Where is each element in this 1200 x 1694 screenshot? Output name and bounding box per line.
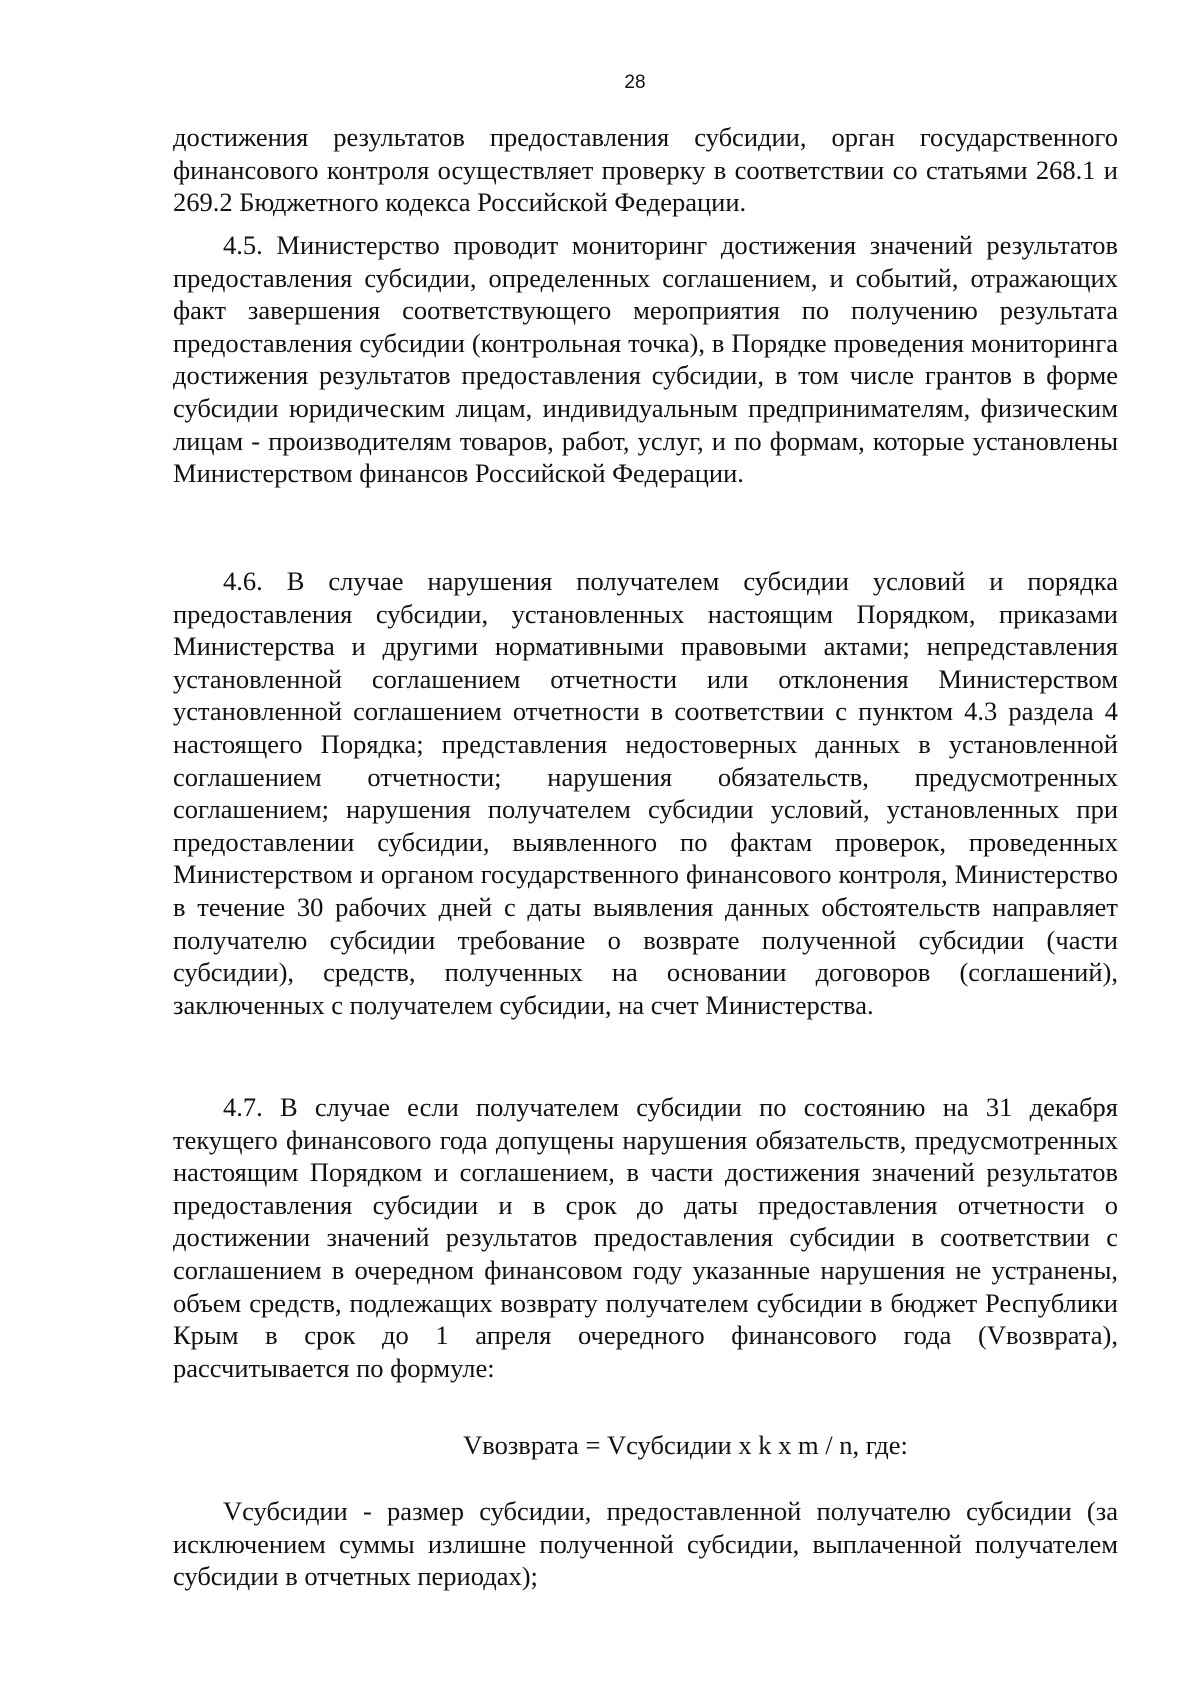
paragraph-4-6: 4.6. В случае нарушения получателем субсидии условий и порядка предоставления субсидии, установленных настоящим Порядком, приказами Министерства и другими нормативными правовыми актами; непредставления установленной соглашением отчетности или отклонения Министерством установленной соглашением отчетности в соответствии с пунктом 4.3 раздела 4 настоящего Порядка; представления недостоверных данных в установленной соглашением отчетности; нарушения обязательств, предусмотренных соглашением; нарушения получателем субсидии условий, установленных при предоставлении субсидии, выявленного по фактам проверок, проведенных Министерством и органом государственного финансового контроля, Министерство в течение 30 рабочих дней с даты выявления данных обстоятельств направляет получателю субсидии требование о возврате полученной субсидии (части субсидии), средств, полученных на основании договоров (соглашений), заключенных с получателем субсидии, на счет Министерства. (173, 566, 1118, 1020)
formula: Vвозврата = Vсубсидии x k x m / n, где: (463, 1430, 908, 1460)
paragraph-4-5: 4.5. Министерство проводит мониторинг достижения значений результатов предоставления субсидии, определенных соглашением, и событий, отражающих факт завершения соответствующего мероприятия по получению результата предоставления субсидии (контрольная точка), в Порядке проведения мониторинга достижения результатов предоставления субсидии, в том числе грантов в форме субсидии юридическим лицам, индивидуальным предпринимателям, физическим лицам - производителям товаров, работ, услуг, и по формам, которые установлены Министерством финансов Российской Федерации. (173, 230, 1118, 489)
paragraph-4-7: 4.7. В случае если получателем субсидии по состоянию на 31 декабря текущего финансового года допущены нарушения обязательств, предусмотренных настоящим Порядком и соглашением, в части достижения значений результатов предоставления субсидии и в срок до даты предоставления отчетности о достижении значений результатов предоставления субсидии в соответствии с соглашением в очередном финансовом году указанные нарушения не устранены, объем средств, подлежащих возврату получателем субсидии в бюджет Республики Крым в срок до 1 апреля очередного финансового года (Vвозврата), рассчитывается по формуле: (173, 1092, 1118, 1383)
paragraph-continued: достижения результатов предоставления субсидии, орган государственного финансового контроля осуществляет проверку в соответствии со статьями 268.1 и 269.2 Бюджетного кодекса Российской Федерации. (173, 122, 1118, 218)
page-number: 28 (624, 72, 646, 93)
paragraph-vsubsidii: Vсубсидии - размер субсидии, предоставленной получателю субсидии (за исключением суммы излишне полученной субсидии, выплаченной получателем субсидии в отчетных периодах); (173, 1496, 1118, 1592)
